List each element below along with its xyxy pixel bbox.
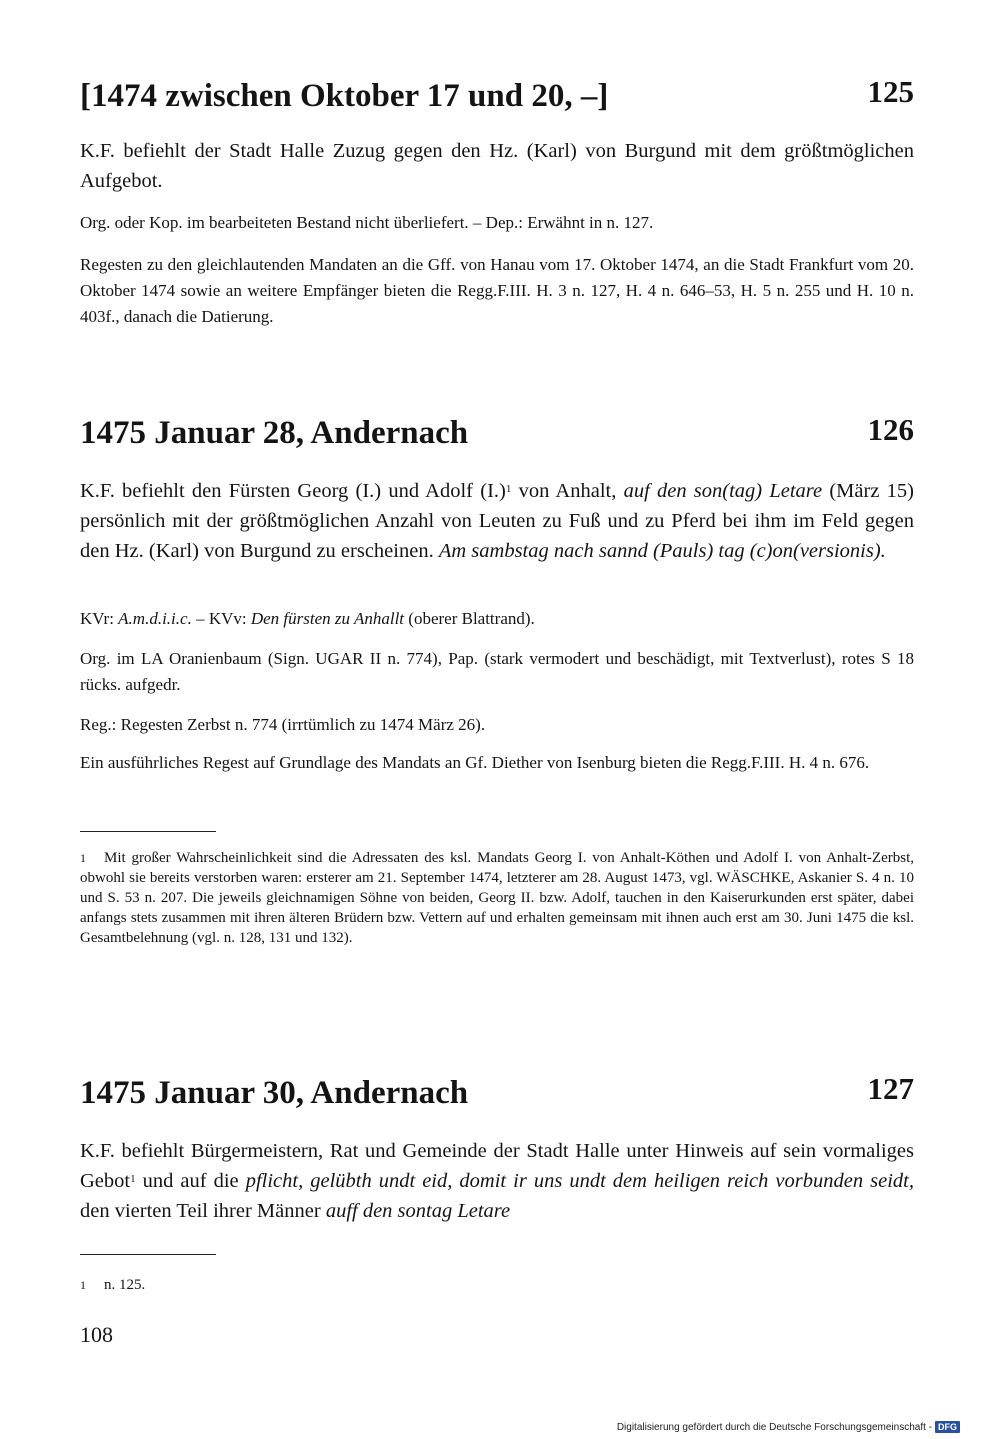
entry-126-regest: Reg.: Regesten Zerbst n. 774 (irrtümlich zu 1474 März 26).	[80, 715, 486, 734]
entry-127-footnote: 1 n. 125.	[80, 1277, 146, 1293]
dfg-logo-icon: DFG	[935, 1421, 960, 1433]
entry-126-summary: K.F. befiehlt den Fürsten Georg (I.) und Adolf $(I.)^1$ von Anhalt, auf den son(tag) Letare (März 15) persönlich mit der größtmöglichen Anzahl von Leuten zu Fuß und zu Pferd bei ihm im Feld gegen den Hz. (Karl) von Burgund zu erscheinen. Am sambstag nach sannd (Pauls) tag (c)on(versionis).	[80, 480, 914, 562]
entry-125-summary: K.F. befiehlt der Stadt Halle Zuzug gegen den Hz. (Karl) von Burgund mit dem größtmöglichen Aufgebot.	[80, 140, 914, 192]
entry-126-heading: 1475 Januar 28, Andernach	[80, 415, 469, 451]
entry-127-number: 127	[867, 1071, 914, 1106]
entry-126-tradition: Org. im LA Oranienbaum (Sign. UGAR II n. 774), Pap. (stark vermodert und beschädigt, mit Textverlust), rotes S 18 rücks. aufgedr.	[80, 649, 914, 694]
footer-text: Digitalisierung gefördert durch die Deutsche Forschungsgemeinschaft -	[616, 1422, 932, 1433]
entry-126-endorsement: KVr: A.m.d.i.i.c. – KVv: Den fürsten zu Anhallt (oberer Blattrand).	[80, 609, 535, 628]
entry-125-tradition: Org. oder Kop. im bearbeiteten Bestand nicht überliefert. – Dep.: Erwähnt in n. 127.	[80, 213, 654, 232]
footnote-divider	[80, 831, 216, 832]
digitization-footer	[617, 1421, 960, 1433]
entry-127-heading: 1475 Januar 30, Andernach	[80, 1075, 469, 1111]
footnote-ref: 1	[505, 483, 512, 495]
footnote-divider	[80, 1254, 216, 1255]
entry-126-number: 126	[867, 412, 914, 447]
entry-125-heading: [1474 zwischen Oktober 17 und 20, –]	[80, 78, 609, 114]
footnote-ref: 1	[130, 1173, 136, 1185]
entry-127-summary: K.F. befiehlt Bürgermeistern, Rat und Gemeinde der Stadt Halle unter Hinweis auf sein vormaliges Gebot$^1$ und auf die pflicht, gelübth undt eid, domit ir uns undt dem heiligen reich vorbunden seidt, den vierten Teil ihrer Männer auff den sontag Letare	[80, 1140, 914, 1222]
entry-125-note: Regesten zu den gleichlautenden Mandaten an die Gff. von Hanau vom 17. Oktober 1474, an die Stadt Frankfurt vom 20. Oktober 1474 sowie an weitere Empfänger bieten die Regg.F.III. H. 3 n. 127, H. 4 n. 646–53, H. 5 n. 255 und H. 10 n. 403f., danach die Datierung.	[80, 255, 914, 326]
entry-126-note: Ein ausführliches Regest auf Grundlage des Mandats an Gf. Diether von Isenburg bieten die Regg.F.III. H. 4 n. 676.	[80, 753, 870, 772]
entry-125-number: 125	[867, 74, 914, 109]
entry-126-footnote: 1 Mit großer Wahrscheinlichkeit sind die Adressaten des ksl. Mandats Georg I. von Anhalt-Köthen und Adolf I. von Anhalt-Zerbst, obwohl sie bereits verstorben waren: ersterer am 21. September 1474, letzterer am 28. August 1473, vgl. WÄSCHKE, Askanier S. 4 n. 10 und S. 53 n. 207. Die jeweils gleichnamigen Söhne von beiden, Georg II. bzw. Adolf, tauchen in den Kaiserurkunden erst später, dabei anfangs stets zusammen mit ihren älteren Brüdern bzw. Vettern auf und erhalten gemeinsam mit ihnen auch erst am 30. Juni 1475 die ksl. Gesamtbelehnung (vgl. n. 128, 131 und 132).	[80, 850, 914, 946]
page-number: 108	[80, 1322, 113, 1347]
